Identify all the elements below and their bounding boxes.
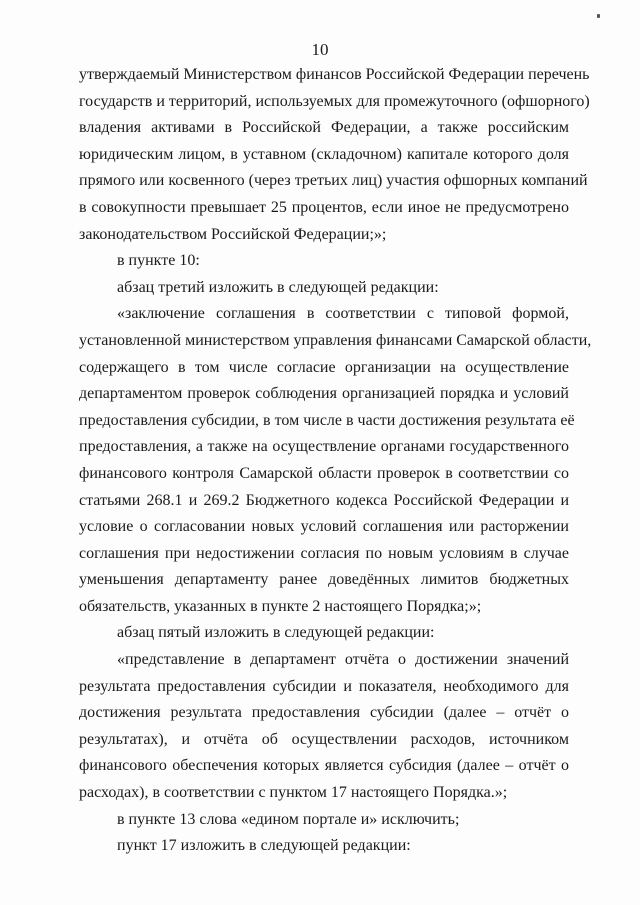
- text-line: департаментом проверок соблюдения организацией порядка и условий: [79, 385, 569, 403]
- text-line: результата предоставления субсидии и показателя, необходимого для: [79, 677, 569, 695]
- text-line: утверждаемый Министерством финансов Российской Федерации перечень: [79, 66, 590, 83]
- text-line: «представление в департамент отчёта о достижении значений: [117, 651, 569, 669]
- text-line: содержащего в том числе согласие организации на осуществление: [79, 358, 569, 376]
- text-line: результатах), и отчёта об осуществлении расходов, источником: [79, 730, 569, 748]
- text-line: юридическим лицом, в уставном (складочном) капитале которого доля: [79, 145, 569, 163]
- text-line: в пункте 13 слова «едином портале и» исключить;: [117, 810, 460, 828]
- text-line: «заключение соглашения в соответствии с типовой формой,: [117, 305, 569, 323]
- text-line: владения активами в Российской Федерации, а также российским: [79, 119, 569, 137]
- scan-mark: [597, 14, 600, 18]
- text-line: финансового контроля Самарской области проверок в соответствии со: [79, 464, 569, 482]
- text-line: в совокупности превышает 25 процентов, если иное не предусмотрено: [79, 198, 569, 216]
- text-line: достижения результата предоставления субсидии (далее – отчёт о: [79, 704, 569, 722]
- text-line: в пункте 10:: [117, 252, 200, 270]
- text-line: предоставления субсидии, в том числе в части достижения результата её: [79, 411, 575, 429]
- text-line: статьями 268.1 и 269.2 Бюджетного кодекса Российской Федерации и: [79, 491, 569, 509]
- text-line: предоставления, а также на осуществление органами государственного: [79, 438, 569, 456]
- document-body: [79, 62, 592, 860]
- text-line: абзац третий изложить в следующей редакции:: [117, 278, 439, 296]
- text-line: установленной министерством управления финансами Самарской области,: [79, 331, 592, 349]
- text-line: уменьшения департаменту ранее доведённых лимитов бюджетных: [79, 571, 569, 589]
- text-line: обязательств, указанных в пункте 2 настоящего Порядка;»;: [79, 597, 482, 615]
- text-line: государств и территорий, используемых для промежуточного (офшорного): [79, 92, 590, 110]
- text-line: соглашения при недостижении согласия по новым условиям в случае: [79, 544, 569, 562]
- text-line: расходах), в соответствии с пунктом 17 настоящего Порядка.»;: [79, 784, 508, 802]
- text-line: условие о согласовании новых условий соглашения или расторжении: [79, 518, 569, 536]
- text-line: абзац пятый изложить в следующей редакции:: [117, 624, 435, 642]
- page-number: 10: [311, 40, 329, 59]
- text-line: законодательством Российской Федерации;»;: [79, 225, 387, 243]
- text-line: прямого или косвенного (через третьих лиц) участия офшорных компаний: [79, 172, 588, 190]
- text-line: финансового обеспечения которых является субсидия (далее – отчёт о: [79, 757, 569, 775]
- text-line: пункт 17 изложить в следующей редакции:: [117, 837, 411, 855]
